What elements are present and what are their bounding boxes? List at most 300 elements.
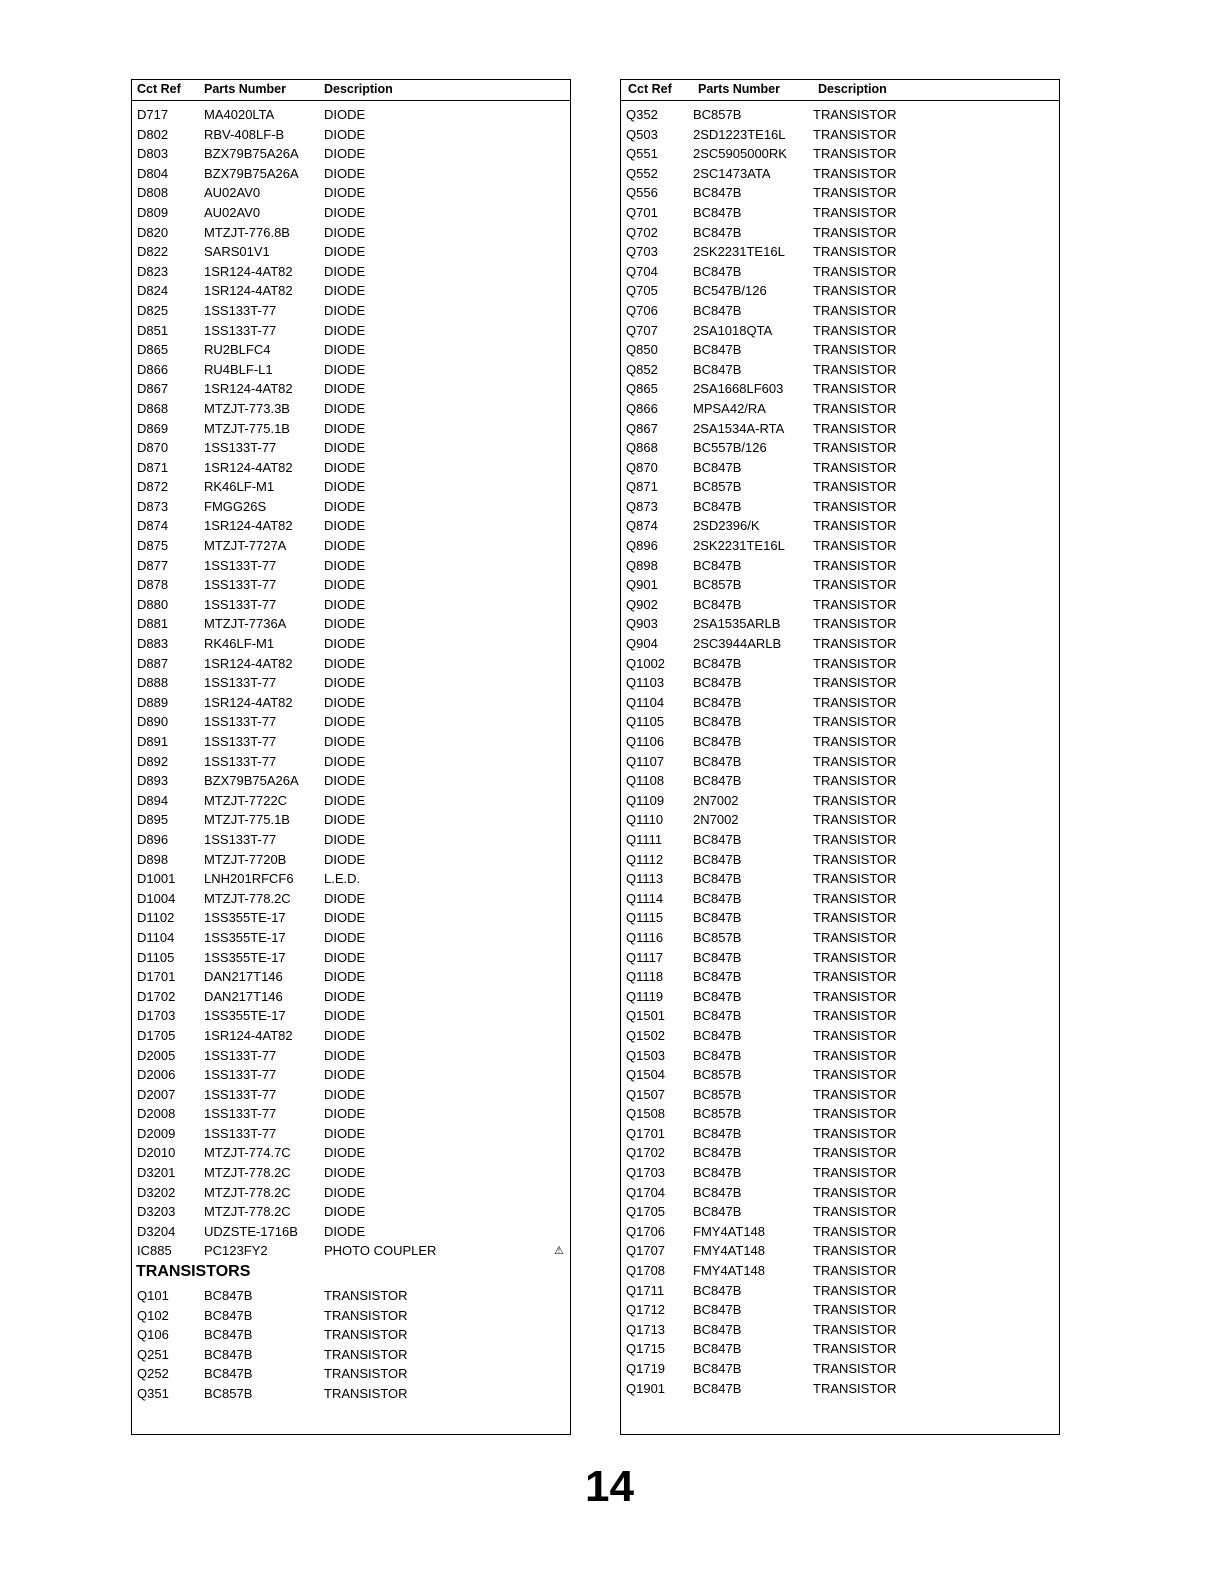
- table-row: [132, 223, 570, 243]
- description-cell: L.E.D.: [324, 871, 361, 887]
- cct-ref-cell: D804: [137, 165, 169, 181]
- cct-ref-cell: Q873: [626, 498, 658, 514]
- table-row: [621, 673, 1059, 693]
- cct-ref-cell: D868: [137, 400, 169, 416]
- table-row: [621, 1163, 1059, 1183]
- parts-number-cell: 1SS133T-77: [204, 1067, 277, 1083]
- table-row: [621, 379, 1059, 399]
- parts-number-cell: MTZJT-7736A: [204, 616, 287, 632]
- cct-ref-cell: D2006: [137, 1067, 176, 1083]
- parts-number-cell: 1SS133T-77: [204, 1125, 277, 1141]
- table-row: [621, 595, 1059, 615]
- table-row: [621, 869, 1059, 889]
- parts-number-cell: BC857B: [693, 577, 742, 593]
- table-row: [132, 1241, 570, 1261]
- table-row: [621, 1124, 1059, 1144]
- description-cell: DIODE: [324, 342, 366, 358]
- cct-ref-cell: D1105: [137, 949, 175, 965]
- cct-ref-cell: Q1502: [626, 1027, 666, 1043]
- description-cell: DIODE: [324, 694, 366, 710]
- cct-ref-cell: Q106: [137, 1327, 169, 1343]
- cct-ref-cell: Q1106: [626, 734, 665, 749]
- header-description: Description: [818, 82, 887, 96]
- cct-ref-cell: D873: [137, 498, 169, 514]
- description-cell: TRANSISTOR: [813, 283, 897, 299]
- description-cell: TRANSISTOR: [813, 694, 897, 710]
- table-row: [132, 752, 570, 772]
- description-cell: TRANSISTOR: [813, 577, 897, 593]
- header-parts-number: Parts Number: [698, 82, 780, 96]
- parts-number-cell: 1SR124-4AT82: [204, 655, 293, 671]
- description-cell: TRANSISTOR: [813, 165, 897, 181]
- cct-ref-cell: D878: [137, 577, 169, 593]
- parts-number-cell: 2SA1018QTA: [693, 322, 773, 338]
- table-row: [132, 634, 570, 654]
- table-row: [621, 105, 1059, 125]
- parts-number-cell: BC847B: [693, 831, 742, 847]
- table-row: [621, 183, 1059, 203]
- cct-ref-cell: D875: [137, 538, 169, 554]
- table-row: [132, 1325, 570, 1345]
- cct-ref-cell: Q868: [626, 440, 658, 456]
- cct-ref-cell: D808: [137, 185, 169, 201]
- cct-ref-cell: D802: [137, 126, 169, 142]
- description-cell: DIODE: [324, 165, 366, 181]
- parts-number-cell: BC847B: [693, 734, 742, 749]
- table-row: [621, 928, 1059, 948]
- cct-ref-cell: Q1112: [626, 851, 664, 867]
- description-cell: TRANSISTOR: [813, 1008, 897, 1024]
- parts-number-cell: BC847B: [693, 1165, 742, 1181]
- table-row: [621, 1320, 1059, 1340]
- cct-ref-cell: D895: [137, 812, 169, 828]
- description-cell: TRANSISTOR: [813, 969, 897, 985]
- description-cell: TRANSISTOR: [813, 498, 897, 514]
- parts-number-cell: BC847B: [693, 1341, 742, 1357]
- parts-number-cell: MTZJT-776.8B: [204, 224, 290, 240]
- table-row: [621, 712, 1059, 732]
- table-row: [132, 1384, 570, 1404]
- parts-number-cell: MTZJT-778.2C: [204, 1184, 291, 1200]
- table-row: [621, 967, 1059, 987]
- parts-number-cell: BC857B: [693, 1086, 742, 1102]
- parts-number-cell: 1SS355TE-17: [204, 949, 286, 965]
- description-cell: DIODE: [324, 929, 366, 945]
- description-cell: TRANSISTOR: [813, 734, 897, 749]
- cct-ref-cell: Q1712: [626, 1302, 666, 1318]
- description-cell: TRANSISTOR: [813, 1067, 897, 1083]
- table-row: [621, 850, 1059, 870]
- table-row: [621, 458, 1059, 478]
- parts-number-cell: 1SR124-4AT82: [204, 518, 293, 534]
- parts-number-cell: MA4020LTA: [204, 107, 275, 122]
- cct-ref-cell: Q1104: [626, 694, 665, 710]
- table-row: [621, 693, 1059, 713]
- table-row: [621, 1222, 1059, 1242]
- parts-number-cell: FMY4AT148: [693, 1263, 766, 1279]
- parts-number-cell: FMY4AT148: [693, 1223, 766, 1239]
- cct-ref-cell: D870: [137, 440, 169, 456]
- description-cell: TRANSISTOR: [813, 851, 897, 867]
- parts-number-cell: BC847B: [693, 1008, 742, 1024]
- description-cell: TRANSISTOR: [813, 929, 897, 945]
- description-cell: TRANSISTOR: [813, 636, 897, 652]
- description-cell: DIODE: [324, 734, 366, 749]
- description-cell: TRANSISTOR: [813, 831, 897, 847]
- description-cell: TRANSISTOR: [813, 1047, 897, 1063]
- parts-number-cell: BC847B: [693, 1145, 742, 1161]
- table-row: [132, 1026, 570, 1046]
- parts-number-cell: 1SR124-4AT82: [204, 1027, 293, 1043]
- description-cell: DIODE: [324, 812, 366, 828]
- header-cct-ref: Cct Ref: [137, 82, 181, 96]
- parts-number-cell: BC847B: [693, 596, 742, 612]
- cct-ref-cell: Q1113: [626, 871, 664, 887]
- cct-ref-cell: Q551: [626, 146, 658, 162]
- description-cell: DIODE: [324, 1184, 366, 1200]
- parts-number-cell: 1SS133T-77: [204, 322, 277, 338]
- table-row: [132, 419, 570, 439]
- table-row: [132, 556, 570, 576]
- cct-ref-cell: Q701: [626, 204, 658, 220]
- description-cell: TRANSISTOR: [813, 1125, 897, 1141]
- table-row: [621, 516, 1059, 536]
- table-row: [132, 987, 570, 1007]
- cct-ref-cell: D892: [137, 753, 169, 769]
- description-cell: DIODE: [324, 263, 366, 279]
- description-cell: TRANSISTOR: [813, 871, 897, 887]
- parts-number-cell: FMY4AT148: [693, 1243, 766, 1259]
- table-row: [621, 830, 1059, 850]
- parts-number-cell: BC847B: [693, 498, 742, 514]
- parts-number-cell: BC857B: [693, 929, 742, 945]
- description-cell: TRANSISTOR: [813, 949, 897, 965]
- description-cell: TRANSISTOR: [813, 224, 897, 240]
- cct-ref-cell: D1701: [137, 969, 176, 985]
- parts-number-cell: BC847B: [693, 263, 742, 279]
- table-row: [621, 203, 1059, 223]
- description-cell: TRANSISTOR: [813, 420, 897, 436]
- cct-ref-cell: Q1108: [626, 773, 665, 789]
- table-row: [621, 144, 1059, 164]
- parts-number-cell: MTZJT-773.3B: [204, 400, 290, 416]
- parts-number-cell: BC847B: [693, 1047, 742, 1063]
- parts-number-cell: BC547B/126: [693, 283, 767, 299]
- cct-ref-cell: Q874: [626, 518, 658, 534]
- parts-number-cell: BC847B: [204, 1307, 253, 1323]
- description-cell: TRANSISTOR: [813, 518, 897, 534]
- description-cell: TRANSISTOR: [813, 322, 897, 338]
- description-cell: DIODE: [324, 322, 366, 338]
- parts-number-cell: BC847B: [693, 459, 742, 475]
- parts-number-cell: BC847B: [204, 1366, 253, 1382]
- description-cell: TRANSISTOR: [813, 1027, 897, 1043]
- table-row: [132, 1085, 570, 1105]
- description-cell: TRANSISTOR: [813, 126, 897, 142]
- description-cell: TRANSISTOR: [324, 1307, 408, 1323]
- description-cell: TRANSISTOR: [813, 1145, 897, 1161]
- table-row: [132, 771, 570, 791]
- description-cell: DIODE: [324, 831, 366, 847]
- parts-number-cell: BZX79B75A26A: [204, 165, 299, 181]
- description-cell: DIODE: [324, 302, 366, 318]
- cct-ref-cell: Q1117: [626, 949, 664, 965]
- description-cell: DIODE: [324, 1047, 366, 1063]
- description-cell: DIODE: [324, 381, 366, 397]
- parts-number-cell: 2SA1534A-RTA: [693, 420, 785, 436]
- parts-number-cell: BC857B: [204, 1386, 253, 1401]
- description-cell: DIODE: [324, 910, 366, 926]
- safety-warning-icon: ⚠: [554, 1245, 564, 1258]
- cct-ref-cell: D896: [137, 831, 169, 847]
- description-cell: TRANSISTOR: [813, 538, 897, 554]
- table-row: [132, 1006, 570, 1026]
- parts-number-cell: BC847B: [204, 1346, 253, 1362]
- cct-ref-cell: D809: [137, 204, 169, 220]
- cct-ref-cell: D2009: [137, 1125, 176, 1141]
- cct-ref-cell: Q704: [626, 263, 658, 279]
- table-row: [132, 889, 570, 909]
- description-cell: DIODE: [324, 420, 366, 436]
- cct-ref-cell: D893: [137, 773, 169, 789]
- parts-number-cell: BC857B: [693, 107, 742, 122]
- cct-ref-cell: Q865: [626, 381, 658, 397]
- parts-number-cell: BC847B: [693, 871, 742, 887]
- cct-ref-cell: Q703: [626, 244, 658, 260]
- cct-ref-cell: D3203: [137, 1204, 176, 1220]
- cct-ref-cell: Q871: [626, 479, 658, 495]
- description-cell: TRANSISTOR: [813, 1106, 897, 1122]
- parts-number-cell: 1SS133T-77: [204, 596, 277, 612]
- description-cell: TRANSISTOR: [813, 263, 897, 279]
- parts-number-cell: BC847B: [693, 675, 742, 691]
- parts-number-cell: BC847B: [693, 753, 742, 769]
- description-cell: DIODE: [324, 1223, 366, 1239]
- parts-number-cell: BC847B: [693, 890, 742, 906]
- parts-number-cell: MPSA42/RA: [693, 400, 766, 416]
- parts-number-cell: 1SR124-4AT82: [204, 263, 293, 279]
- cct-ref-cell: Q1705: [626, 1204, 666, 1220]
- description-cell: TRANSISTOR: [324, 1386, 408, 1401]
- parts-number-cell: BC847B: [693, 1125, 742, 1141]
- description-cell: DIODE: [324, 498, 366, 514]
- table-row: [132, 1306, 570, 1326]
- description-cell: TRANSISTOR: [813, 596, 897, 612]
- cct-ref-cell: Q707: [626, 322, 658, 338]
- description-cell: TRANSISTOR: [813, 714, 897, 730]
- parts-number-cell: BC857B: [693, 1106, 742, 1122]
- table-row: [621, 1261, 1059, 1281]
- table-row: [132, 850, 570, 870]
- parts-number-cell: FMGG26S: [204, 498, 267, 514]
- cct-ref-cell: Q1715: [626, 1341, 666, 1357]
- description-cell: TRANSISTOR: [813, 792, 897, 808]
- table-row: [621, 477, 1059, 497]
- section-title-text: TRANSISTORS: [136, 1263, 251, 1281]
- description-cell: DIODE: [324, 440, 366, 456]
- description-cell: DIODE: [324, 146, 366, 162]
- cct-ref-cell: Q852: [626, 361, 658, 377]
- parts-number-cell: 1SS133T-77: [204, 1106, 277, 1122]
- parts-number-cell: MTZJT-7720B: [204, 851, 287, 867]
- description-cell: TRANSISTOR: [813, 146, 897, 162]
- cct-ref-cell: Q902: [626, 596, 658, 612]
- description-cell: TRANSISTOR: [813, 204, 897, 220]
- table-row: [621, 1104, 1059, 1124]
- cct-ref-cell: D1702: [137, 988, 176, 1004]
- cct-ref-cell: D887: [137, 655, 169, 671]
- cct-ref-cell: Q1110: [626, 812, 664, 828]
- table-row: [621, 575, 1059, 595]
- parts-number-cell: 1SR124-4AT82: [204, 381, 293, 397]
- table-row: [621, 614, 1059, 634]
- description-cell: TRANSISTOR: [813, 655, 897, 671]
- cct-ref-cell: D1705: [137, 1027, 176, 1043]
- table-row: [621, 262, 1059, 282]
- parts-number-cell: MTZJT-7722C: [204, 792, 288, 808]
- cct-ref-cell: IC885: [137, 1243, 172, 1259]
- table-row: [132, 1104, 570, 1124]
- table-row: [132, 516, 570, 536]
- cct-ref-cell: Q901: [626, 577, 658, 593]
- description-cell: DIODE: [324, 1027, 366, 1043]
- parts-number-cell: 2SD2396/K: [693, 518, 760, 534]
- description-cell: TRANSISTOR: [813, 400, 897, 416]
- parts-number-cell: RBV-408LF-B: [204, 126, 285, 142]
- table-row: [621, 360, 1059, 380]
- table-row: [621, 634, 1059, 654]
- cct-ref-cell: Q1901: [626, 1380, 666, 1396]
- cct-ref-cell: Q903: [626, 616, 658, 632]
- parts-number-cell: RU4BLF-L1: [204, 361, 273, 377]
- table-row: [132, 928, 570, 948]
- parts-number-cell: 2N7002: [693, 792, 739, 808]
- parts-number-cell: BC847B: [693, 910, 742, 926]
- parts-number-cell: BZX79B75A26A: [204, 773, 299, 789]
- description-cell: DIODE: [324, 1067, 366, 1083]
- cct-ref-cell: Q1708: [626, 1263, 666, 1279]
- description-cell: TRANSISTOR: [813, 1223, 897, 1239]
- cct-ref-cell: Q1501: [626, 1008, 666, 1024]
- table-row: [132, 164, 570, 184]
- description-cell: DIODE: [324, 1106, 366, 1122]
- table-row: [621, 1241, 1059, 1261]
- cct-ref-cell: D869: [137, 420, 169, 436]
- table-row: [132, 654, 570, 674]
- cct-ref-cell: Q1107: [626, 753, 665, 769]
- description-cell: TRANSISTOR: [813, 342, 897, 358]
- parts-number-cell: BC847B: [693, 557, 742, 573]
- description-cell: DIODE: [324, 400, 366, 416]
- table-row: [621, 1085, 1059, 1105]
- cct-ref-cell: Q1116: [626, 929, 664, 945]
- table-row: [621, 242, 1059, 262]
- table-row: [132, 830, 570, 850]
- parts-number-cell: BC847B: [693, 1282, 742, 1298]
- description-cell: DIODE: [324, 224, 366, 240]
- description-cell: DIODE: [324, 204, 366, 220]
- parts-number-cell: BC557B/126: [693, 440, 767, 456]
- description-cell: TRANSISTOR: [813, 910, 897, 926]
- table-row: [132, 438, 570, 458]
- parts-number-cell: BC847B: [693, 302, 742, 318]
- table-row: [132, 399, 570, 419]
- description-cell: TRANSISTOR: [813, 1380, 897, 1396]
- parts-number-cell: BC857B: [693, 479, 742, 495]
- description-cell: TRANSISTOR: [813, 107, 897, 122]
- description-cell: TRANSISTOR: [813, 773, 897, 789]
- table-row: [621, 1046, 1059, 1066]
- table-row: [132, 693, 570, 713]
- table-row: [621, 438, 1059, 458]
- description-cell: TRANSISTOR: [324, 1346, 408, 1362]
- parts-number-cell: 1SR124-4AT82: [204, 283, 293, 299]
- cct-ref-cell: Q101: [137, 1288, 169, 1304]
- cct-ref-cell: D1102: [137, 910, 175, 926]
- table-row: [621, 301, 1059, 321]
- description-cell: DIODE: [324, 949, 366, 965]
- cct-ref-cell: Q1701: [626, 1125, 666, 1141]
- table-row: [132, 869, 570, 889]
- table-row: [132, 536, 570, 556]
- table-row: [132, 477, 570, 497]
- parts-number-cell: 1SR124-4AT82: [204, 694, 293, 710]
- parts-number-cell: 2SC5905000RK: [693, 146, 787, 162]
- table-row: [621, 1065, 1059, 1085]
- transistors-section-title: [132, 1261, 570, 1286]
- parts-number-cell: AU02AV0: [204, 204, 261, 220]
- description-cell: TRANSISTOR: [813, 1321, 897, 1337]
- table-row: [621, 752, 1059, 772]
- table-row: [132, 340, 570, 360]
- table-row: [132, 575, 570, 595]
- description-cell: DIODE: [324, 1165, 366, 1181]
- description-cell: TRANSISTOR: [813, 185, 897, 201]
- cct-ref-cell: Q1507: [626, 1086, 666, 1102]
- cct-ref-cell: D2010: [137, 1145, 176, 1161]
- table-row: [132, 105, 570, 125]
- description-cell: DIODE: [324, 773, 366, 789]
- cct-ref-cell: Q1704: [626, 1184, 666, 1200]
- table-row: [621, 321, 1059, 341]
- cct-ref-cell: Q1711: [626, 1282, 665, 1298]
- parts-number-cell: BC847B: [693, 714, 742, 730]
- cct-ref-cell: Q1111: [626, 831, 663, 847]
- description-cell: DIODE: [324, 753, 366, 769]
- description-cell: TRANSISTOR: [813, 1086, 897, 1102]
- table-row: [621, 1006, 1059, 1026]
- table-row: [621, 340, 1059, 360]
- cct-ref-cell: Q1713: [626, 1321, 666, 1337]
- left-parts-table: [131, 79, 571, 1435]
- cct-ref-cell: D3202: [137, 1184, 176, 1200]
- table-row: [621, 948, 1059, 968]
- table-row: [621, 1281, 1059, 1301]
- parts-number-cell: RK46LF-M1: [204, 636, 275, 652]
- description-cell: DIODE: [324, 1145, 366, 1161]
- parts-number-cell: MTZJT-778.2C: [204, 1204, 291, 1220]
- description-cell: DIODE: [324, 890, 366, 906]
- table-row: [621, 536, 1059, 556]
- parts-number-cell: BC847B: [693, 655, 742, 671]
- description-cell: DIODE: [324, 851, 366, 867]
- description-cell: DIODE: [324, 616, 366, 632]
- description-cell: TRANSISTOR: [813, 1263, 897, 1279]
- table-row: [621, 810, 1059, 830]
- description-cell: DIODE: [324, 636, 366, 652]
- cct-ref-cell: D891: [137, 734, 169, 749]
- description-cell: DIODE: [324, 969, 366, 985]
